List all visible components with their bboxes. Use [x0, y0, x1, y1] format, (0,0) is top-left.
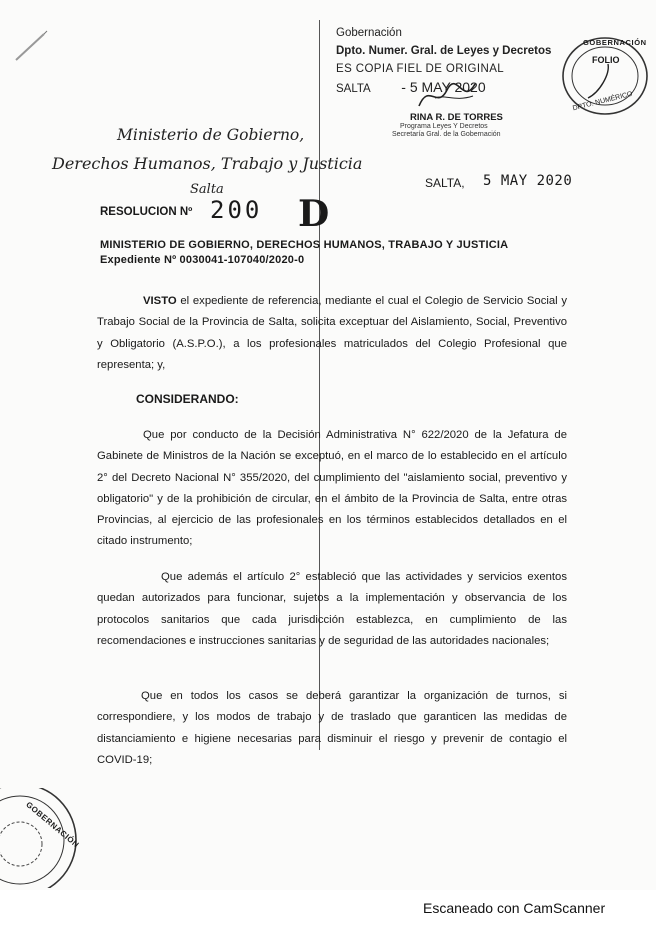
considerando-heading: CONSIDERANDO:: [136, 392, 239, 406]
ministry-line-1: Ministerio de Gobierno,: [117, 126, 305, 144]
stamp-date: - 5 MAY 2020: [401, 79, 486, 95]
camscanner-watermark: Escaneado con CamScanner: [423, 900, 606, 916]
signer-name: RINA R. DE TORRES: [410, 112, 503, 123]
paragraph-3-text: Que en todos los casos se deberá garantizar la organización de turnos, si correspondiere, y los modos de trabajo y de traslado que garanticen las medidas de distanciamiento e higiene necesarias para disminuir el riesgo y prevenir de contagio el COVID-19;: [97, 690, 567, 766]
resolution-letter: D: [298, 193, 330, 235]
stamp-place: SALTA: [336, 83, 371, 95]
signer-title-2: Secretaría Gral. de la Gobernación: [392, 131, 501, 138]
ministry-line-2: Derechos Humanos, Trabajo y Justicia: [52, 154, 363, 173]
resolution-label: RESOLUCION Nº: [100, 206, 193, 218]
paragraph-2-text: Que además el artículo 2° estableció que las actividades y servicios exentos quedan autorizados para funcionar, sujetos a la implementación y observancia de los protocolos sanitarios que cada jurisdicción establezca, en cumplimiento de las recomendaciones e instrucciones sanitarias y de seguridad de las autoridades nacionales;: [97, 571, 567, 647]
paragraph-1: [97, 425, 567, 553]
visto-paragraph: [97, 291, 567, 376]
visto-text: el expediente de referencia, mediante el cual el Colegio de Servicio Social y Trabajo Social de la Provincia de Salta, solicita exceptuar del Aislamiento, Social, Preventivo y Obligatorio (A.S.P.O.), a los profesionales matriculados del Colegio Profesional que representa; y,: [97, 295, 567, 371]
paragraph-2: [97, 567, 567, 652]
seal-folio-label: FOLIO: [592, 55, 620, 65]
seal-arc-text: GOBERNACIÓN: [583, 38, 647, 47]
gobernacion-seal-icon: [0, 788, 90, 888]
visto-lead: VISTO: [143, 295, 177, 307]
seal-bottom-text: DPTO. NUMÉRICO: [572, 90, 634, 113]
paragraph-1-text: Que por conducto de la Decisión Administrativa N° 622/2020 de la Jefatura de Gabinete de Ministros de la Nación se exceptuó, en el marco de lo establecido en el artículo 2° del Decreto Nacional N° 355/2020, del cumplimiento del "aislamiento social, preventivo y obligatorio" y de la prohibición de circular, en el ámbito de la Provincia de Salta, entre otras Provincias, al ejercicio de las profesionales en los términos establecidos detallados en el citado instrumento;: [97, 429, 567, 548]
pen-mark-icon: [14, 28, 50, 64]
stamp-line-1: Gobernación: [336, 27, 402, 39]
resolution-number: 200: [210, 196, 263, 224]
stamp-line-2: Dpto. Numer. Gral. de Leyes y Decretos: [336, 45, 552, 57]
ministry-line-3: Salta: [190, 182, 224, 197]
signature-icon: [415, 76, 485, 116]
date-place: SALTA,: [425, 176, 465, 190]
seal-bottom-arc: GOBERNACIÓN: [24, 800, 81, 850]
stamp-line-3: ES COPIA FIEL DE ORIGINAL: [336, 63, 505, 75]
ministry-heading: MINISTERIO DE GOBIERNO, DERECHOS HUMANOS, TRABAJO Y JUSTICIA: [100, 239, 509, 251]
expediente: Expediente Nº 0030041-107040/2020-0: [100, 254, 305, 266]
paragraph-3: [97, 686, 567, 771]
signer-title-1: Programa Leyes Y Decretos: [400, 123, 488, 130]
date-stamp: 5 MAY 2020: [483, 173, 573, 189]
